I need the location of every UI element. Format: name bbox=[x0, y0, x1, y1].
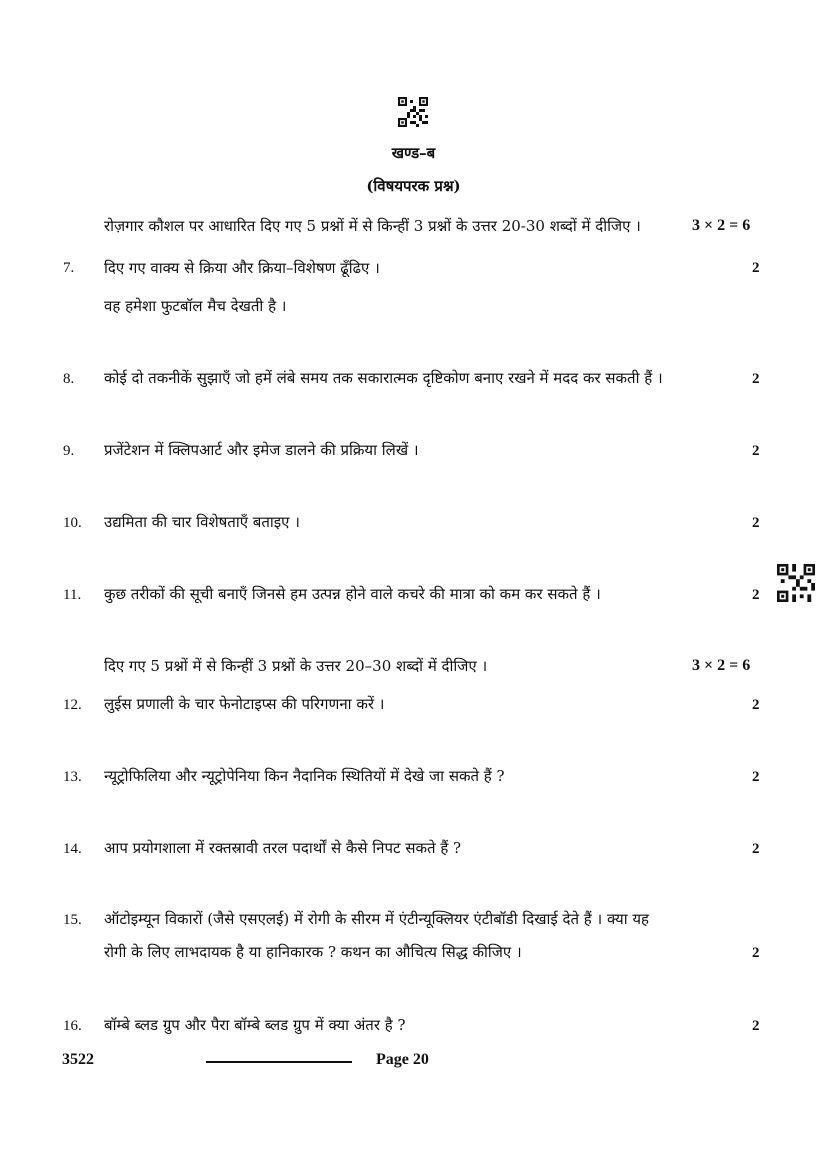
section-subtitle: (विषयपरक प्रश्न) bbox=[366, 177, 461, 195]
question-number: 8. bbox=[63, 371, 75, 387]
qr-code-icon bbox=[777, 564, 815, 602]
question-number: 11. bbox=[63, 587, 82, 603]
question-number: 14. bbox=[63, 841, 82, 857]
footer-divider bbox=[206, 1061, 352, 1063]
question-marks: 2 bbox=[752, 515, 760, 531]
qr-code-icon bbox=[398, 97, 428, 127]
question-number: 7. bbox=[63, 260, 75, 276]
question-text: लुईस प्रणाली के चार फेनोटाइप्स की परिगणना करें । bbox=[104, 695, 385, 713]
question-text: कोई दो तकनीकें सुझाएँ जो हमें लंबे समय तक सकारात्मक दृष्टिकोण बनाए रखने में मदद कर सकती हैं । bbox=[104, 369, 663, 387]
question-number: 10. bbox=[63, 515, 82, 531]
question-marks: 2 bbox=[752, 371, 760, 387]
question-text: बॉम्बे ब्लड ग्रुप और पैरा बॉम्बे ब्लड ग्रुप में क्या अंतर है ? bbox=[104, 1016, 406, 1034]
question-marks: 2 bbox=[752, 841, 760, 857]
question-text: उद्यमिता की चार विशेषताएँ बताइए । bbox=[104, 513, 300, 531]
question-marks: 2 bbox=[752, 1018, 760, 1034]
question-text-line-2: रोगी के लिए लाभदायक है या हानिकारक ? कथन का औचित्य सिद्ध कीजिए । bbox=[104, 943, 522, 961]
group-instruction: दिए गए 5 प्रश्नों में से किन्हीं 3 प्रश्नों के उत्तर 20–30 शब्दों में दीजिए । bbox=[104, 657, 488, 675]
question-text: न्यूट्रोफिलिया और न्यूट्रोपेनिया किन नैदानिक स्थितियों में देखे जा सकते हैं ? bbox=[104, 767, 505, 785]
question-text: दिए गए वाक्य से क्रिया और क्रिया–विशेषण ढूँढिए । bbox=[104, 259, 380, 277]
question-number: 13. bbox=[63, 769, 82, 785]
group-marks-formula: 3 × 2 = 6 bbox=[692, 217, 751, 234]
question-marks: 2 bbox=[752, 587, 760, 603]
question-text: कुछ तरीकों की सूची बनाएँ जिनसे हम उत्पन्न होने वाले कचरे की मात्रा को कम कर सकते हैं । bbox=[104, 585, 601, 603]
question-number: 15. bbox=[63, 912, 82, 928]
question-marks: 2 bbox=[752, 443, 760, 459]
question-text: आप प्रयोगशाला में रक्तस्रावी तरल पदार्थों से कैसे निपट सकते हैं ? bbox=[104, 839, 462, 857]
group-marks-formula: 3 × 2 = 6 bbox=[692, 657, 751, 674]
question-marks: 2 bbox=[752, 697, 760, 713]
section-title: खण्ड–ब bbox=[391, 144, 436, 162]
group-instruction: रोज़गार कौशल पर आधारित दिए गए 5 प्रश्नों में से किन्हीं 3 प्रश्नों के उत्तर 20-30 शब्दों में दीजिए । bbox=[104, 217, 641, 235]
question-marks: 2 bbox=[752, 769, 760, 785]
question-text: ऑटोइम्यून विकारों (जैसे एसएलई) में रोगी के सीरम में एंटीन्यूक्लियर एंटीबॉडी दिखाई देते हैं । क्या यह bbox=[104, 910, 650, 928]
page-number: Page 20 bbox=[376, 1051, 429, 1068]
question-number: 16. bbox=[63, 1018, 82, 1034]
paper-code: 3522 bbox=[62, 1051, 94, 1068]
question-number: 12. bbox=[63, 697, 82, 713]
question-marks: 2 bbox=[752, 945, 760, 961]
question-text-line-2: वह हमेशा फुटबॉल मैच देखती है । bbox=[104, 297, 287, 315]
question-number: 9. bbox=[63, 443, 75, 459]
question-text: प्रजेंटेशन में क्लिपआर्ट और इमेज डालने की प्रक्रिया लिखें । bbox=[104, 441, 419, 459]
question-marks: 2 bbox=[752, 260, 760, 276]
